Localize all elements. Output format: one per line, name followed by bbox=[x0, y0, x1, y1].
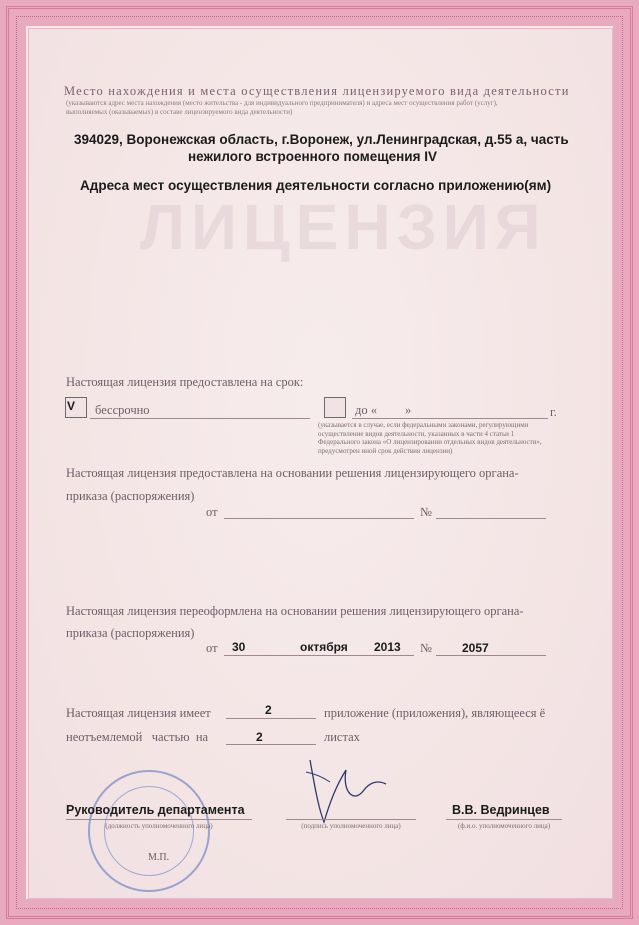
appendix-count: 2 bbox=[265, 703, 272, 717]
year-suffix: г. bbox=[550, 405, 557, 419]
address-line3: Адреса мест осуществления деятельности согласно приложению(ям) bbox=[80, 178, 552, 193]
indefinite-label: бессрочно bbox=[95, 403, 150, 417]
appendix-line1-prefix: Настоящая лицензия имеет bbox=[66, 706, 211, 720]
term-note bbox=[318, 421, 580, 455]
position-caption: (должность уполномоченного лица) bbox=[105, 822, 213, 830]
appendix-count-line bbox=[226, 718, 316, 719]
position-line bbox=[66, 819, 252, 820]
signatory-position: Руководитель департамента bbox=[66, 803, 245, 817]
signatory-name: В.В. Ведринцев bbox=[452, 803, 550, 817]
until-prefix: до « bbox=[355, 403, 377, 417]
address-line2: нежилого встроенного помещения IV bbox=[188, 149, 437, 164]
basis-line2: приказа (распоряжения) bbox=[66, 489, 195, 503]
basis-date-line bbox=[224, 518, 414, 519]
basis-line1: Настоящая лицензия предоставлена на основании решения лицензирующего органа- bbox=[66, 466, 519, 480]
appendix-line1-suffix: приложение (приложения), являющееся ё bbox=[324, 706, 546, 720]
signature-line bbox=[286, 819, 416, 820]
reissue-number: 2057 bbox=[462, 641, 489, 655]
indefinite-underline bbox=[90, 418, 310, 419]
term-note-line4: предусмотрен иной срок действия лицензии) bbox=[318, 446, 453, 455]
name-caption: (ф.и.о. уполномоченного лица) bbox=[457, 822, 551, 830]
reissue-year: 2013 bbox=[374, 640, 401, 654]
header-subtitle-line1: (указываются адрес места нахождения (место жительства - для индивидуального предпринимателя) и адреса мест осуществления работ (услуг), bbox=[66, 99, 498, 107]
term-note-line1: (указывается в случае, если федеральными законами, регулирующими bbox=[318, 421, 529, 429]
seal-label: М.П. bbox=[148, 852, 170, 863]
reissue-day: 30 bbox=[232, 640, 246, 654]
handwritten-signature bbox=[296, 752, 396, 832]
reissue-line1: Настоящая лицензия переоформлена на основании решения лицензирующего органа- bbox=[66, 604, 524, 618]
term-note-line3: Федерального закона «О лицензировании отдельных видов деятельности», bbox=[318, 438, 542, 447]
appendix-sheets: 2 bbox=[256, 730, 263, 744]
header-title: Место нахождения и места осуществления лицензируемого вида деятельности bbox=[64, 84, 570, 98]
signature-caption: (подпись уполномоченного лица) bbox=[301, 822, 401, 830]
header-subtitle-line2: выполняемых (оказываемых) в составе лицензируемого вида деятельности) bbox=[66, 108, 293, 116]
reissue-number-line bbox=[436, 655, 546, 656]
term-label: Настоящая лицензия предоставлена на срок: bbox=[66, 375, 304, 389]
check-mark: V bbox=[67, 399, 76, 413]
background-watermark: ЛИЦЕНЗИЯ bbox=[140, 191, 547, 263]
appendix-sheets-label: листах bbox=[324, 730, 360, 744]
address-line1: 394029, Воронежская область, г.Воронеж, ул.Ленинградская, д.55 а, часть bbox=[74, 132, 569, 147]
basis-number-label: № bbox=[420, 505, 432, 519]
basis-from-label: от bbox=[206, 505, 218, 519]
term-until-checkbox[interactable] bbox=[324, 397, 346, 418]
reissue-line2: приказа (распоряжения) bbox=[66, 626, 195, 640]
appendix-sheets-line bbox=[226, 744, 316, 745]
reissue-number-label: № bbox=[420, 641, 432, 655]
until-date-line bbox=[352, 418, 548, 419]
official-seal bbox=[88, 770, 210, 892]
basis-number-line bbox=[436, 518, 546, 519]
until-quote-close: » bbox=[405, 403, 412, 417]
reissue-date-line bbox=[224, 655, 414, 656]
indefinite-checkbox[interactable] bbox=[65, 397, 87, 418]
term-note-line2: осуществление видов деятельности, указанных в части 4 статьи 1 bbox=[318, 429, 515, 438]
appendix-line2-prefix: неотъемлемой частью на bbox=[66, 730, 209, 744]
name-line bbox=[446, 819, 562, 820]
reissue-month: октября bbox=[300, 640, 348, 654]
reissue-from-label: от bbox=[206, 641, 218, 655]
